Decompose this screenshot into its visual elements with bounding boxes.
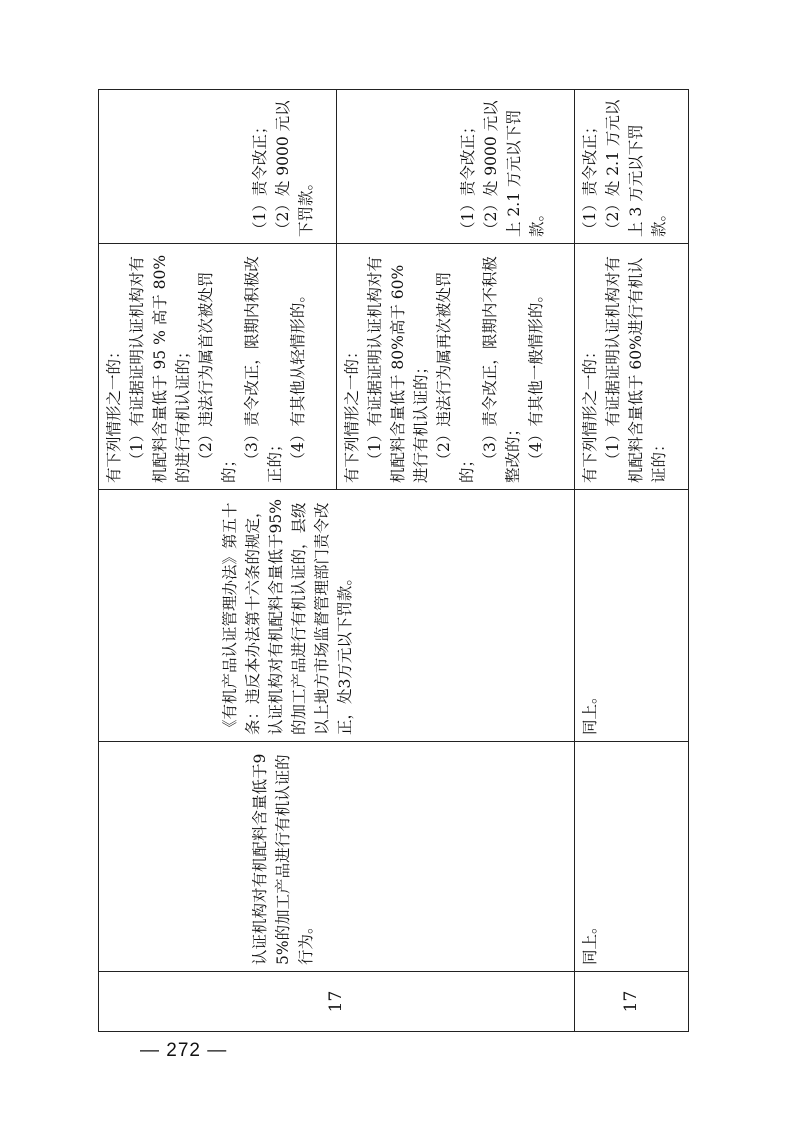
circumstance-cell <box>337 244 575 490</box>
circumstance-line: （1）有证据证明认证机构对有机配料含量低于 80%高于 60%进行有机认证的； <box>366 256 430 483</box>
circumstance-cell <box>575 244 689 490</box>
row-number-cell: 17 <box>575 972 689 1032</box>
table-row <box>99 90 337 1032</box>
legal-basis-cell: 同上。 <box>575 490 689 742</box>
penalty-line: （2）处 2.1 万元以上 3 万元以下罚款。 <box>604 99 668 237</box>
circumstance-line: （4）有其他一般情形的。 <box>527 287 545 468</box>
violation-behavior-cell: 同上。 <box>575 742 689 972</box>
circumstance-line: （2）违法行为属再次被处罚的； <box>435 271 476 483</box>
circumstance-line: 有下列情形之一的： <box>105 343 123 483</box>
penalty-line: （2）处 9000 元以上 2.1 万元以下罚款。 <box>482 100 546 237</box>
circumstance-line: （3）责令改正，限期内积极改正的； <box>243 256 284 483</box>
table-row <box>575 90 689 1032</box>
penalty-line: （1）责令改正； <box>251 118 269 237</box>
penalty-discretion-table <box>98 89 689 1032</box>
circumstance-line: （2）违法行为属首次被处罚的； <box>197 271 238 483</box>
page-number: — 272 — <box>140 1040 228 1061</box>
penalty-line: （1）责令改正； <box>581 118 599 237</box>
violation-behavior-cell: 认证机构对有机配料含量低于95%的加工产品进行有机认证的行为。 <box>99 742 575 972</box>
penalty-line: （2）处 9000 元以下罚款。 <box>274 100 315 237</box>
landscape-table-container <box>98 90 688 1032</box>
penalty-line: （1）责令改正； <box>459 118 477 237</box>
legal-basis-cell: 《有机产品认证管理办法》第五十条：违反本办法第十六条的规定，认证机构对有机配料含量低于95%的加工产品进行有机认证的，县级以上地方市场监督管理部门责令改正，处3万元以下罚款。 <box>99 490 575 742</box>
circumstance-line: （4）有其他从轻情形的。 <box>289 287 307 468</box>
penalty-cell <box>99 90 337 244</box>
circumstance-line: （1）有证据证明认证机构对有机配料含量低于 95 % 高于 80%的进行有机认证的； <box>128 254 192 483</box>
penalty-cell <box>575 90 689 244</box>
circumstance-line: 有下列情形之一的： <box>343 343 361 483</box>
row-number-cell: 17 <box>99 972 575 1032</box>
circumstance-line: （3）责令改正，限期内不积极整改的； <box>481 256 522 483</box>
penalty-cell <box>337 90 575 244</box>
rotated-table-frame <box>98 90 688 1032</box>
circumstance-cell <box>99 244 337 490</box>
circumstance-line: （1）有证据证明认证机构对有机配料含量低于 60%进行有机认证的： <box>604 256 668 483</box>
circumstance-line: 有下列情形之一的： <box>581 343 599 483</box>
